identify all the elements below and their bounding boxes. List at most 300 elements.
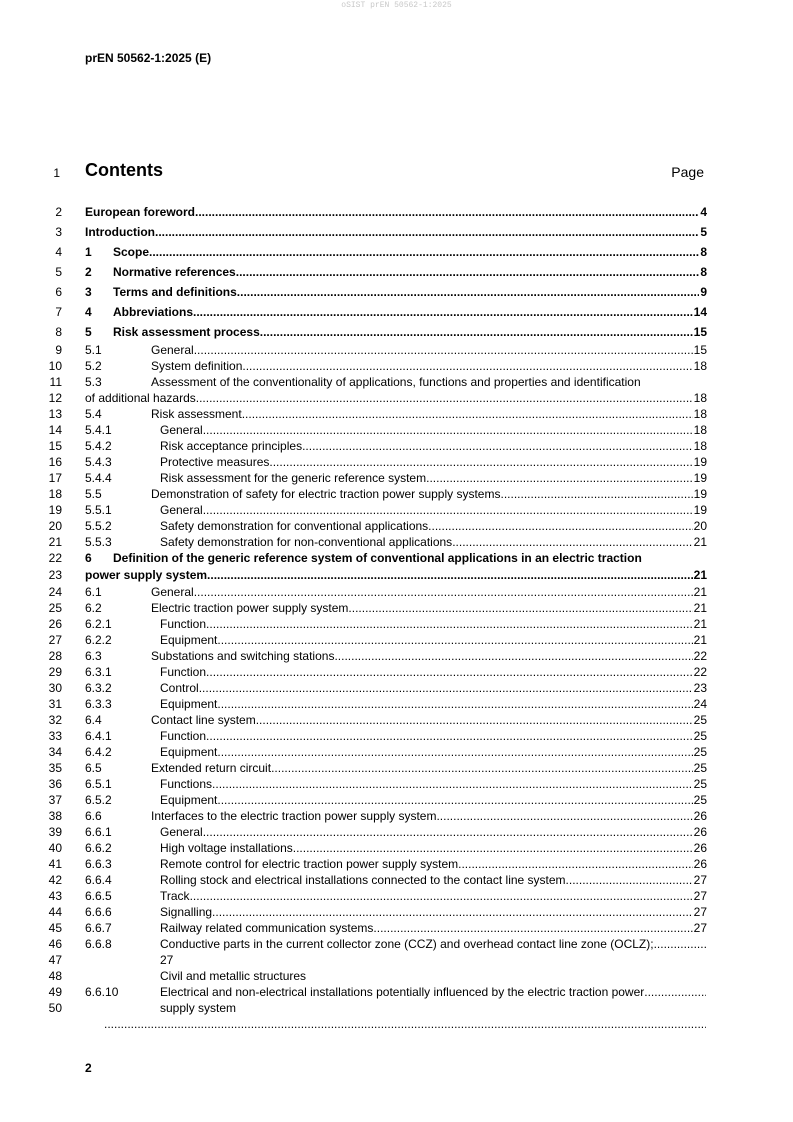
toc-entry-number: 5.5	[85, 487, 102, 501]
toc-row	[0, 776, 793, 792]
toc-entry-number: 6.2.1	[85, 617, 112, 631]
toc-entry[interactable]	[85, 438, 707, 454]
toc-entry[interactable]	[85, 616, 707, 632]
dot-leader	[217, 632, 692, 648]
toc-entry-title: Signalling	[160, 905, 213, 919]
toc-entry[interactable]	[85, 454, 707, 470]
toc-entry[interactable]	[85, 744, 707, 760]
toc-entry-title: power supply system	[85, 568, 208, 582]
toc-entry[interactable]	[85, 888, 707, 904]
toc-entry-page: 26	[693, 825, 707, 839]
toc-entry-title: supply system	[160, 1001, 237, 1015]
toc-entry-title: General	[160, 825, 203, 839]
toc-entry[interactable]	[85, 518, 707, 534]
dot-leader	[242, 406, 693, 422]
toc-entry-number: 5.3	[85, 375, 102, 389]
toc-entry-page: 25	[693, 729, 707, 743]
toc-entry[interactable]	[85, 358, 707, 374]
toc-row	[0, 616, 793, 632]
toc-entry-page: 18	[693, 359, 707, 373]
toc-entry-title: of additional hazards	[85, 391, 196, 405]
dot-leader	[206, 616, 693, 632]
line-number: 30	[48, 681, 62, 695]
toc-row	[0, 262, 793, 282]
toc-entry-number: 6.6.8	[85, 937, 112, 951]
toc-row	[0, 952, 793, 968]
line-number: 49	[48, 985, 62, 999]
toc-entry[interactable]	[85, 202, 707, 222]
toc-entry[interactable]	[85, 322, 707, 342]
toc-entry-number: 5.2	[85, 359, 102, 373]
toc-row	[0, 712, 793, 728]
toc-entry-page: 27	[693, 905, 707, 919]
toc-entry-page: 19	[693, 471, 707, 485]
toc-entry[interactable]	[85, 282, 707, 302]
toc-row	[0, 888, 793, 904]
line-number: 26	[48, 617, 62, 631]
dot-leader	[644, 984, 706, 1000]
toc-entry-title: Normative references	[113, 265, 236, 279]
toc-entry-number: 5.5.1	[85, 503, 112, 517]
toc-entry[interactable]	[85, 406, 707, 422]
watermark: oSIST prEN 50562-1:2025	[341, 1, 452, 10]
toc-entry-number: 6.4.1	[85, 729, 112, 743]
toc-entry-title: Railway related communication systems	[160, 921, 374, 935]
dot-leader	[193, 302, 693, 322]
toc-entry-number: 6.3.2	[85, 681, 112, 695]
toc-entry-number: 6.6.6	[85, 905, 112, 919]
toc-entry-number: 6.6.7	[85, 921, 112, 935]
toc-entry[interactable]	[85, 856, 707, 872]
toc-entry-title: Function	[160, 729, 207, 743]
line-number: 19	[48, 503, 62, 517]
toc-entry-title: European foreword	[85, 205, 196, 219]
toc-row	[0, 824, 793, 840]
line-number: 22	[48, 551, 62, 565]
toc-entry-continuation[interactable]	[85, 390, 707, 406]
line-number: 47	[48, 953, 62, 967]
toc-entry[interactable]	[85, 486, 707, 502]
toc-entry-title: Assessment of the conventionality of applications, functions and properties and identification	[151, 375, 641, 389]
toc-entry-title: Equipment	[160, 745, 218, 759]
toc-row	[0, 984, 793, 1000]
toc-entry-title: Functions	[160, 777, 213, 791]
toc-entry-page: 21	[693, 568, 707, 582]
line-number: 42	[48, 873, 62, 887]
toc-entry-number: 5.5.2	[85, 519, 112, 533]
toc-entry-title: Introduction	[85, 225, 155, 239]
toc-entry-title: Function	[160, 665, 207, 679]
dot-leader	[293, 840, 693, 856]
dot-leader	[212, 776, 693, 792]
toc-row	[0, 1000, 793, 1016]
dot-leader	[206, 728, 693, 744]
toc-row	[0, 632, 793, 648]
dot-leader	[373, 920, 692, 936]
toc-entry-continuation[interactable]	[85, 567, 707, 584]
page-number: 2	[85, 1061, 92, 1075]
toc-entry-page: 18	[693, 391, 707, 405]
toc-entry[interactable]	[85, 728, 707, 744]
line-number: 11	[49, 375, 62, 389]
toc-entry-page: 26	[693, 857, 707, 871]
toc-entry-title: Risk assessment	[151, 407, 242, 421]
toc-row	[0, 808, 793, 824]
toc-entry-page: 21	[693, 633, 707, 647]
toc-entry-title: General	[160, 503, 203, 517]
toc-entry-title: Equipment	[160, 793, 218, 807]
toc-entry-number: 6.2.2	[85, 633, 112, 647]
dot-leader	[196, 390, 693, 406]
line-number: 16	[48, 455, 62, 469]
dot-leader	[236, 262, 700, 282]
dot-leader	[203, 422, 693, 438]
toc-row	[0, 648, 793, 664]
toc-entry-page: 15	[693, 343, 707, 357]
line-number: 17	[48, 471, 62, 485]
toc-entry[interactable]	[85, 302, 707, 322]
toc-entry[interactable]	[85, 664, 707, 680]
toc-row	[0, 438, 793, 454]
toc-entry-number: 6.4	[85, 713, 102, 727]
toc-entry-number: 6.5	[85, 761, 102, 775]
toc-row	[0, 792, 793, 808]
line-number: 36	[48, 777, 62, 791]
toc-row	[0, 390, 793, 406]
toc-entry-page: 19	[693, 455, 707, 469]
toc-entry-page: 18	[693, 439, 707, 453]
line-number: 27	[48, 633, 62, 647]
toc-entry-page: 15	[693, 325, 707, 339]
toc-entry-title: Electric traction power supply system	[151, 601, 349, 615]
toc-entry[interactable]	[85, 470, 707, 486]
line-number: 12	[48, 391, 62, 405]
toc-entry-number: 6.6.2	[85, 841, 112, 855]
toc-entry-number: 5.4	[85, 407, 102, 421]
dot-leader	[190, 888, 693, 904]
toc-entry[interactable]	[85, 648, 707, 664]
table-of-contents	[0, 202, 793, 1032]
line-number: 8	[55, 325, 62, 339]
toc-entry-title: Contact line system	[151, 713, 256, 727]
toc-entry[interactable]	[85, 808, 707, 824]
toc-entry-title: Interfaces to the electric traction power supply system	[151, 809, 437, 823]
toc-entry[interactable]	[85, 632, 707, 648]
dot-leader	[302, 438, 693, 454]
toc-entry-page: 24	[693, 697, 707, 711]
line-number: 10	[48, 359, 62, 373]
toc-entry-title: General	[160, 423, 203, 437]
toc-entry-page: 19	[693, 487, 707, 501]
toc-entry-title: High voltage installations	[160, 841, 293, 855]
toc-entry-title: Electrical and non-electrical installations potentially influenced by the electric traction power	[160, 985, 645, 999]
toc-entry[interactable]	[85, 904, 707, 920]
toc-entry-title: Track	[160, 889, 190, 903]
page-column-label: Page	[671, 164, 704, 180]
toc-entry-page: 21	[693, 535, 707, 549]
line-number: 38	[48, 809, 62, 823]
toc-row	[0, 518, 793, 534]
line-number: 40	[48, 841, 62, 855]
toc-entry-title: Control	[160, 681, 199, 695]
dot-leader	[242, 358, 692, 374]
toc-entry-page: 21	[693, 585, 707, 599]
toc-entry-page: 22	[693, 665, 707, 679]
toc-row	[0, 600, 793, 616]
toc-entry-title: General	[151, 343, 194, 357]
toc-entry-number: 6.3.1	[85, 665, 112, 679]
toc-row	[0, 202, 793, 222]
toc-entry-page: 25	[693, 793, 707, 807]
dot-leader	[500, 486, 692, 502]
toc-entry-number: 5.1	[85, 343, 102, 357]
dot-leader	[203, 824, 693, 840]
toc-entry[interactable]	[85, 936, 707, 952]
toc-entry-number: 5.4.4	[85, 471, 112, 485]
line-number: 4	[55, 245, 62, 259]
toc-entry-page: 14	[693, 305, 707, 319]
contents-heading-row	[0, 160, 793, 184]
toc-entry-number: 3	[85, 285, 92, 299]
toc-row	[0, 342, 793, 358]
toc-entry-number: 6.5.2	[85, 793, 112, 807]
toc-row	[0, 1016, 793, 1032]
line-number: 13	[48, 407, 62, 421]
dot-leader	[195, 202, 699, 222]
toc-entry[interactable]	[85, 502, 707, 518]
toc-entry-page: 19	[693, 503, 707, 517]
toc-entry-page: 5	[700, 225, 707, 239]
dot-leader	[436, 808, 692, 824]
toc-entry[interactable]	[85, 242, 707, 262]
toc-entry-title: Equipment	[160, 697, 218, 711]
toc-row	[0, 680, 793, 696]
toc-entry-page: 18	[693, 423, 707, 437]
line-number: 31	[48, 697, 62, 711]
dot-leader	[271, 760, 693, 776]
toc-entry-number: 6.5.1	[85, 777, 112, 791]
toc-row	[0, 872, 793, 888]
toc-entry-number: 5.4.1	[85, 423, 112, 437]
line-number: 29	[48, 665, 62, 679]
toc-entry-number: 6.6.1	[85, 825, 112, 839]
toc-entry-number: 6	[85, 551, 92, 565]
toc-entry-title: Substations and switching stations	[151, 649, 335, 663]
dot-leader	[104, 1016, 706, 1032]
toc-entry[interactable]	[85, 920, 707, 936]
toc-row	[0, 406, 793, 422]
dot-leader	[206, 664, 693, 680]
line-number: 25	[48, 601, 62, 615]
toc-entry[interactable]	[85, 534, 707, 550]
toc-row	[0, 322, 793, 342]
document-id: prEN 50562-1:2025 (E)	[85, 51, 212, 65]
toc-entry-number: 5	[85, 325, 92, 339]
line-number: 34	[48, 745, 62, 759]
line-number: 15	[48, 439, 62, 453]
line-number: 1	[53, 166, 60, 180]
toc-entry-title: Terms and definitions	[113, 285, 237, 299]
dot-leader	[428, 518, 692, 534]
toc-entry-number: 6.2	[85, 601, 102, 615]
toc-entry-page: 9	[700, 285, 707, 299]
line-number: 35	[48, 761, 62, 775]
toc-entry-title: Protective measures	[160, 455, 270, 469]
toc-entry-page: 20	[693, 519, 707, 533]
dot-leader	[237, 282, 700, 302]
toc-entry-title: Rolling stock and electrical installations connected to the contact line system	[160, 873, 566, 887]
line-number: 2	[55, 205, 62, 219]
toc-entry[interactable]	[85, 262, 707, 282]
dot-leader	[203, 502, 693, 518]
toc-row	[0, 454, 793, 470]
line-number: 50	[48, 1001, 62, 1015]
toc-entry-number: 6.1	[85, 585, 102, 599]
line-number: 24	[48, 585, 62, 599]
toc-row	[0, 728, 793, 744]
toc-row	[0, 222, 793, 242]
toc-entry-title: General	[151, 585, 194, 599]
toc-entry-page: 26	[693, 841, 707, 855]
toc-row	[0, 302, 793, 322]
dot-leader	[212, 904, 693, 920]
toc-row	[0, 664, 793, 680]
toc-entry-number: 2	[85, 265, 92, 279]
toc-entry-page: 25	[693, 777, 707, 791]
toc-entry[interactable]	[85, 422, 707, 438]
line-number: 39	[48, 825, 62, 839]
toc-entry[interactable]	[85, 1000, 707, 1016]
line-number: 6	[55, 285, 62, 299]
toc-row	[0, 584, 793, 600]
line-number: 45	[48, 921, 62, 935]
toc-entry[interactable]	[85, 872, 707, 888]
line-number: 46	[48, 937, 62, 951]
toc-row	[0, 744, 793, 760]
toc-entry-page: 18	[693, 407, 707, 421]
line-number: 41	[48, 857, 62, 871]
toc-entry-page: 23	[693, 681, 707, 695]
line-number: 48	[48, 969, 62, 983]
toc-entry[interactable]	[85, 776, 707, 792]
toc-entry[interactable]	[85, 696, 707, 712]
toc-row	[0, 856, 793, 872]
toc-entry-continuation[interactable]	[85, 968, 707, 984]
toc-row	[0, 374, 793, 390]
dot-leader	[217, 744, 692, 760]
dot-leader	[334, 648, 692, 664]
line-number: 5	[55, 265, 62, 279]
toc-row	[0, 920, 793, 936]
toc-entry[interactable]	[85, 840, 707, 856]
toc-row	[0, 567, 793, 584]
toc-entry-number: 6.6.4	[85, 873, 112, 887]
toc-entry[interactable]	[85, 760, 707, 776]
toc-entry-title: Safety demonstration for conventional applications	[160, 519, 429, 533]
toc-entry[interactable]	[85, 342, 707, 358]
toc-entry-page: 26	[693, 809, 707, 823]
toc-entry-page: 27	[693, 873, 707, 887]
toc-entry[interactable]	[85, 824, 707, 840]
toc-entry-title: Scope	[113, 245, 150, 259]
toc-entry-page: 27	[693, 889, 707, 903]
toc-row	[0, 840, 793, 856]
toc-entry-page: 21	[693, 601, 707, 615]
toc-entry[interactable]	[85, 792, 707, 808]
toc-entry-title: Safety demonstration for non-conventional applications	[160, 535, 453, 549]
toc-entry[interactable]	[85, 952, 707, 968]
toc-entry[interactable]	[85, 222, 707, 242]
toc-entry-page: 4	[700, 205, 707, 219]
dot-leader	[458, 856, 693, 872]
line-number: 23	[48, 568, 62, 582]
toc-entry-number: 5.5.3	[85, 535, 112, 549]
toc-entry-title: Equipment	[160, 633, 218, 647]
toc-entry[interactable]	[85, 600, 707, 616]
dot-leader	[207, 567, 693, 584]
line-number: 43	[48, 889, 62, 903]
dot-leader	[348, 600, 692, 616]
line-number: 44	[48, 905, 62, 919]
toc-row	[0, 422, 793, 438]
toc-entry-number: 5.4.3	[85, 455, 112, 469]
dot-leader	[194, 584, 693, 600]
toc-entry-number: 5.4.2	[85, 439, 112, 453]
toc-entry-number: 6.3.3	[85, 697, 112, 711]
line-number: 18	[48, 487, 62, 501]
toc-entry-number: 6.6.10	[85, 985, 119, 999]
line-number: 9	[55, 343, 62, 357]
toc-entry-title: Remote control for electric traction power supply system	[160, 857, 459, 871]
toc-entry-page: 21	[693, 617, 707, 631]
toc-entry-page: 27	[693, 921, 707, 935]
toc-entry-page: 8	[700, 245, 707, 259]
line-number: 7	[55, 305, 62, 319]
toc-entry[interactable]	[85, 550, 707, 567]
toc-row	[0, 534, 793, 550]
toc-row	[0, 696, 793, 712]
toc-entry-number: 6.4.2	[85, 745, 112, 759]
toc-entry[interactable]	[85, 584, 707, 600]
toc-entry-page: Civil and metallic structures	[160, 969, 307, 983]
toc-entry-title: Risk assessment process	[113, 325, 260, 339]
toc-entry[interactable]	[85, 680, 707, 696]
toc-row	[0, 936, 793, 952]
toc-entry-title: Extended return circuit	[151, 761, 272, 775]
toc-entry-number: 6.3	[85, 649, 102, 663]
toc-entry-page: 22	[693, 649, 707, 663]
toc-row	[0, 282, 793, 302]
dot-leader	[155, 222, 699, 242]
line-number: 20	[48, 519, 62, 533]
toc-entry-title: Risk assessment for the generic reference system	[160, 471, 427, 485]
line-number: 14	[48, 423, 62, 437]
toc-row	[0, 502, 793, 518]
toc-entry-page: 25	[693, 713, 707, 727]
line-number: 28	[48, 649, 62, 663]
toc-entry[interactable]	[85, 374, 707, 390]
toc-row	[0, 242, 793, 262]
dot-leader	[217, 792, 692, 808]
dot-leader	[566, 872, 693, 888]
toc-row	[0, 968, 793, 984]
contents-title: Contents	[85, 160, 163, 180]
toc-entry-continuation[interactable]	[85, 1016, 707, 1032]
toc-entry[interactable]	[85, 712, 707, 728]
toc-entry[interactable]	[85, 984, 707, 1000]
toc-entry-title: Function	[160, 617, 207, 631]
dot-leader	[149, 242, 699, 262]
